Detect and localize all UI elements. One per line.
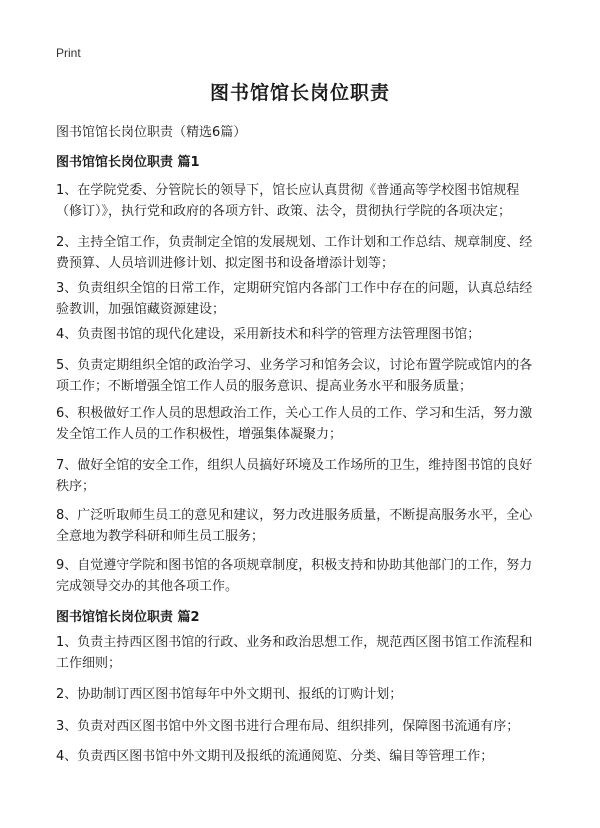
list-item: 1、负责主持西区图书馆的行政、业务和政治思想工作，规范西区图书馆工作流程和工作细则；	[56, 635, 533, 671]
section-heading: 图书馆馆长岗位职责 篇1	[56, 155, 200, 170]
list-item: 4、负责西区图书馆中外文期刊及报纸的流通阅览、分类、编目等管理工作；	[56, 749, 494, 764]
print-label: Print	[56, 46, 81, 60]
list-item: 2、主持全馆工作，负责制定全馆的发展规划、工作计划和工作总结、规章制度、经费预算、人员培训进修计划、拟定图书和设备增添计划等；	[56, 235, 533, 271]
list-item: 8、广泛听取师生员工的意见和建议，努力改进服务质量，不断提高服务水平，全心全意地为教学科研和师生员工服务；	[56, 508, 533, 544]
list-item: 3、负责对西区图书馆中外文图书进行合理布局、组织排列，保障图书流通有序；	[56, 719, 520, 734]
list-item: 3、负责组织全馆的日常工作，定期研究馆内各部门工作中存在的问题，认真总结经验教训，加强馆藏资源建设；	[56, 281, 533, 317]
list-item: 4、负责图书馆的现代化建设，采用新技术和科学的管理方法管理图书馆；	[56, 327, 481, 342]
list-item: 2、协助制订西区图书馆每年中外文期刊、报纸的订购计划；	[56, 687, 403, 702]
list-item: 5、负责定期组织全馆的政治学习、业务学习和馆务会议，讨论布置学院或馆内的各项工作；不断增强全馆工作人员的服务意识、提高业务水平和服务质量；	[56, 358, 533, 394]
subtitle: 图书馆馆长岗位职责（精选6篇）	[56, 125, 247, 140]
page-title: 图书馆馆长岗位职责	[209, 82, 390, 104]
section-heading: 图书馆馆长岗位职责 篇2	[56, 610, 200, 625]
list-item: 9、自觉遵守学院和图书馆的各项规章制度，积极支持和协助其他部门的工作，努力完成领导交办的其他各项工作。	[56, 558, 533, 594]
list-item: 6、积极做好工作人员的思想政治工作，关心工作人员的工作、学习和生活，努力激发全馆工作人员的工作积极性，增强集体凝聚力；	[56, 406, 533, 442]
list-item: 7、做好全馆的安全工作，组织人员搞好环境及工作场所的卫生，维持图书馆的良好秩序；	[56, 458, 533, 494]
list-item: 1、在学院党委、分管院长的领导下，馆长应认真贯彻《普通高等学校图书馆规程（修订）》，执行党和政府的各项方针、政策、法令，贯彻执行学院的各项决定；	[56, 183, 520, 219]
